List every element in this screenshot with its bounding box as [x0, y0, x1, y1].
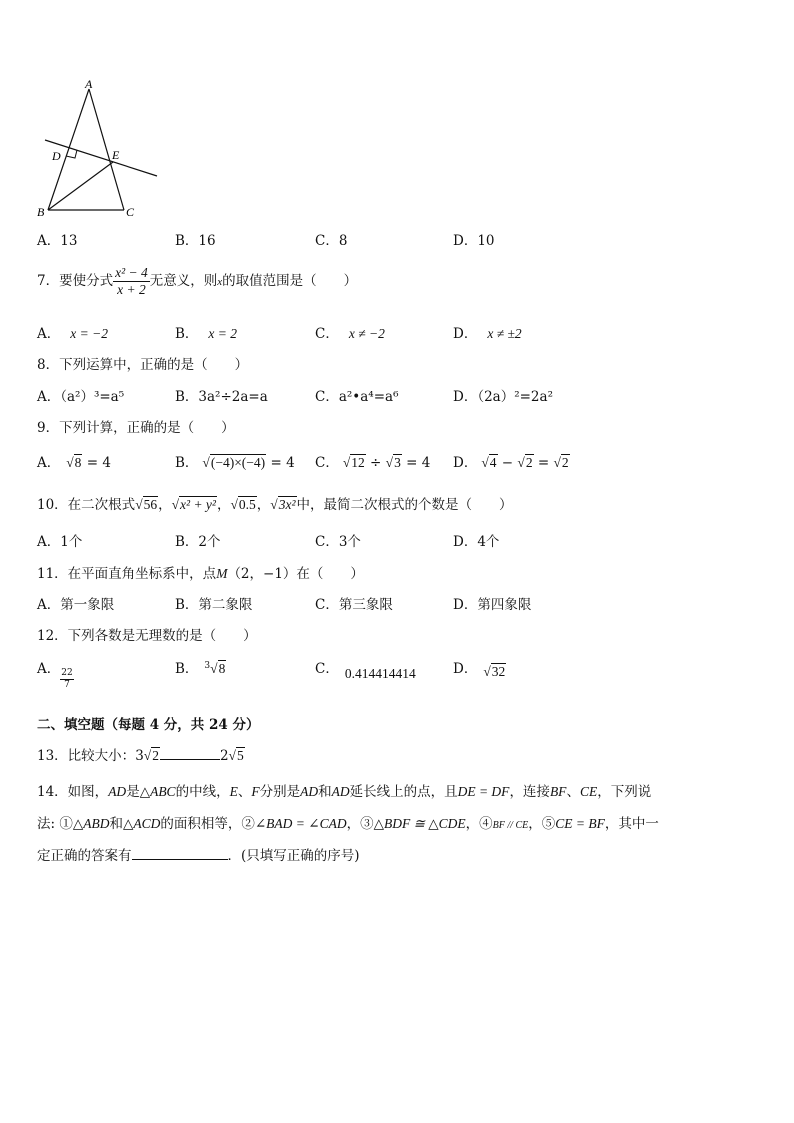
q8-option-d[interactable]: D．（2a）²=2a²	[453, 389, 553, 405]
label-e: E	[112, 148, 120, 162]
q13-answer-blank[interactable]	[160, 759, 220, 760]
q7-mid: 无意义，则	[149, 273, 218, 289]
q12-option-d[interactable]: D． √32	[453, 661, 506, 679]
q6-option-d[interactable]: D．10	[453, 233, 495, 249]
q11-option-a[interactable]: A．第一象限	[37, 597, 115, 613]
q7-option-a[interactable]: A． x = −2	[37, 326, 108, 342]
q6-option-c[interactable]: C．8	[315, 233, 348, 249]
q8-option-b[interactable]: B．3a²÷2a=a	[175, 389, 268, 405]
q10-option-c[interactable]: C．3个	[315, 534, 361, 550]
q8-option-c[interactable]: C．a²•a⁴=a⁶	[315, 389, 399, 405]
question-14-line-1: 14．如图，AD是△ABC的中线，E、F分别是AD和AD延长线上的点，且DE = DF，连接BF、CE，下列说	[37, 784, 652, 800]
question-8-stem: 8．下列运算中，正确的是（ ）	[37, 357, 249, 373]
q7-denominator: x + 2	[117, 282, 146, 297]
q8-option-a[interactable]: A．（a²）³=a⁵	[37, 389, 125, 405]
q7-var: x	[217, 276, 223, 288]
question-7	[37, 265, 357, 298]
q9-option-c[interactable]: C． √12 ÷ √3 = 4	[315, 455, 431, 471]
triangle-figure	[36, 76, 162, 220]
label-b: B	[37, 205, 45, 219]
label-d: D	[52, 149, 61, 163]
q10-option-a[interactable]: A．1个	[37, 534, 83, 550]
question-11: 11．在平面直角坐标系中，点M（2，−1）在（ ）	[37, 566, 364, 582]
question-14-line-3: 定正确的答案有 ．(只填写正确的序号)	[37, 848, 360, 864]
q11-option-d[interactable]: D．第四象限	[453, 597, 532, 613]
q7-option-d[interactable]: D． x ≠ ±2	[453, 326, 522, 342]
q9-option-d[interactable]: D． √4 − √2 = √2	[453, 455, 569, 471]
label-c: C	[126, 205, 135, 219]
q12-option-c[interactable]: C． 0.414414414	[315, 661, 416, 681]
q7-suffix: 的取值范围是（ ）	[222, 273, 358, 289]
q7-fraction	[113, 265, 150, 298]
q9-option-b[interactable]: B． √(−4)×(−4) = 4	[175, 455, 295, 471]
q7-option-c[interactable]: C． x ≠ −2	[315, 326, 385, 342]
question-14-line-2: 法: ①△ABD和△ACD的面积相等，②∠BAD = ∠CAD，③△BDF ≅ △CDE，④BF // CE，⑤CE = BF，其中一	[37, 816, 659, 832]
q12-option-a-fraction: 22 7	[61, 668, 73, 690]
q9-option-a[interactable]: A． √8 = 4	[37, 455, 111, 471]
q12-option-b[interactable]: B． $^3$√8	[175, 660, 226, 677]
question-12-stem: 12．下列各数是无理数的是（ ）	[37, 628, 257, 644]
question-13: 13．比较大小：3√2 2√5	[37, 748, 244, 764]
q7-numerator: x² − 4	[115, 265, 148, 280]
question-9-stem: 9．下列计算，正确的是（ ）	[37, 420, 235, 436]
question-10: 10．在二次根式√56，√x² + y²，√0.5，√3x²中，最简二次根式的个数是（ ）	[37, 497, 513, 513]
q14-answer-blank[interactable]	[132, 859, 228, 860]
q7-option-b[interactable]: B． x = 2	[175, 326, 238, 342]
q7-prefix: 7．要使分式	[37, 273, 114, 289]
q11-option-c[interactable]: C．第三象限	[315, 597, 393, 613]
q12-option-a[interactable]: A．	[37, 661, 61, 677]
segment-be	[48, 162, 113, 210]
q6-option-a[interactable]: A．13	[37, 233, 78, 249]
label-a: A	[85, 77, 93, 91]
q11-option-b[interactable]: B．第二象限	[175, 597, 253, 613]
section-2-heading: 二、填空题（每题 4 分，共 24 分）	[37, 717, 260, 733]
q6-option-b[interactable]: B．16	[175, 233, 216, 249]
q10-option-b[interactable]: B．2个	[175, 534, 221, 550]
q10-option-d[interactable]: D．4个	[453, 534, 500, 550]
